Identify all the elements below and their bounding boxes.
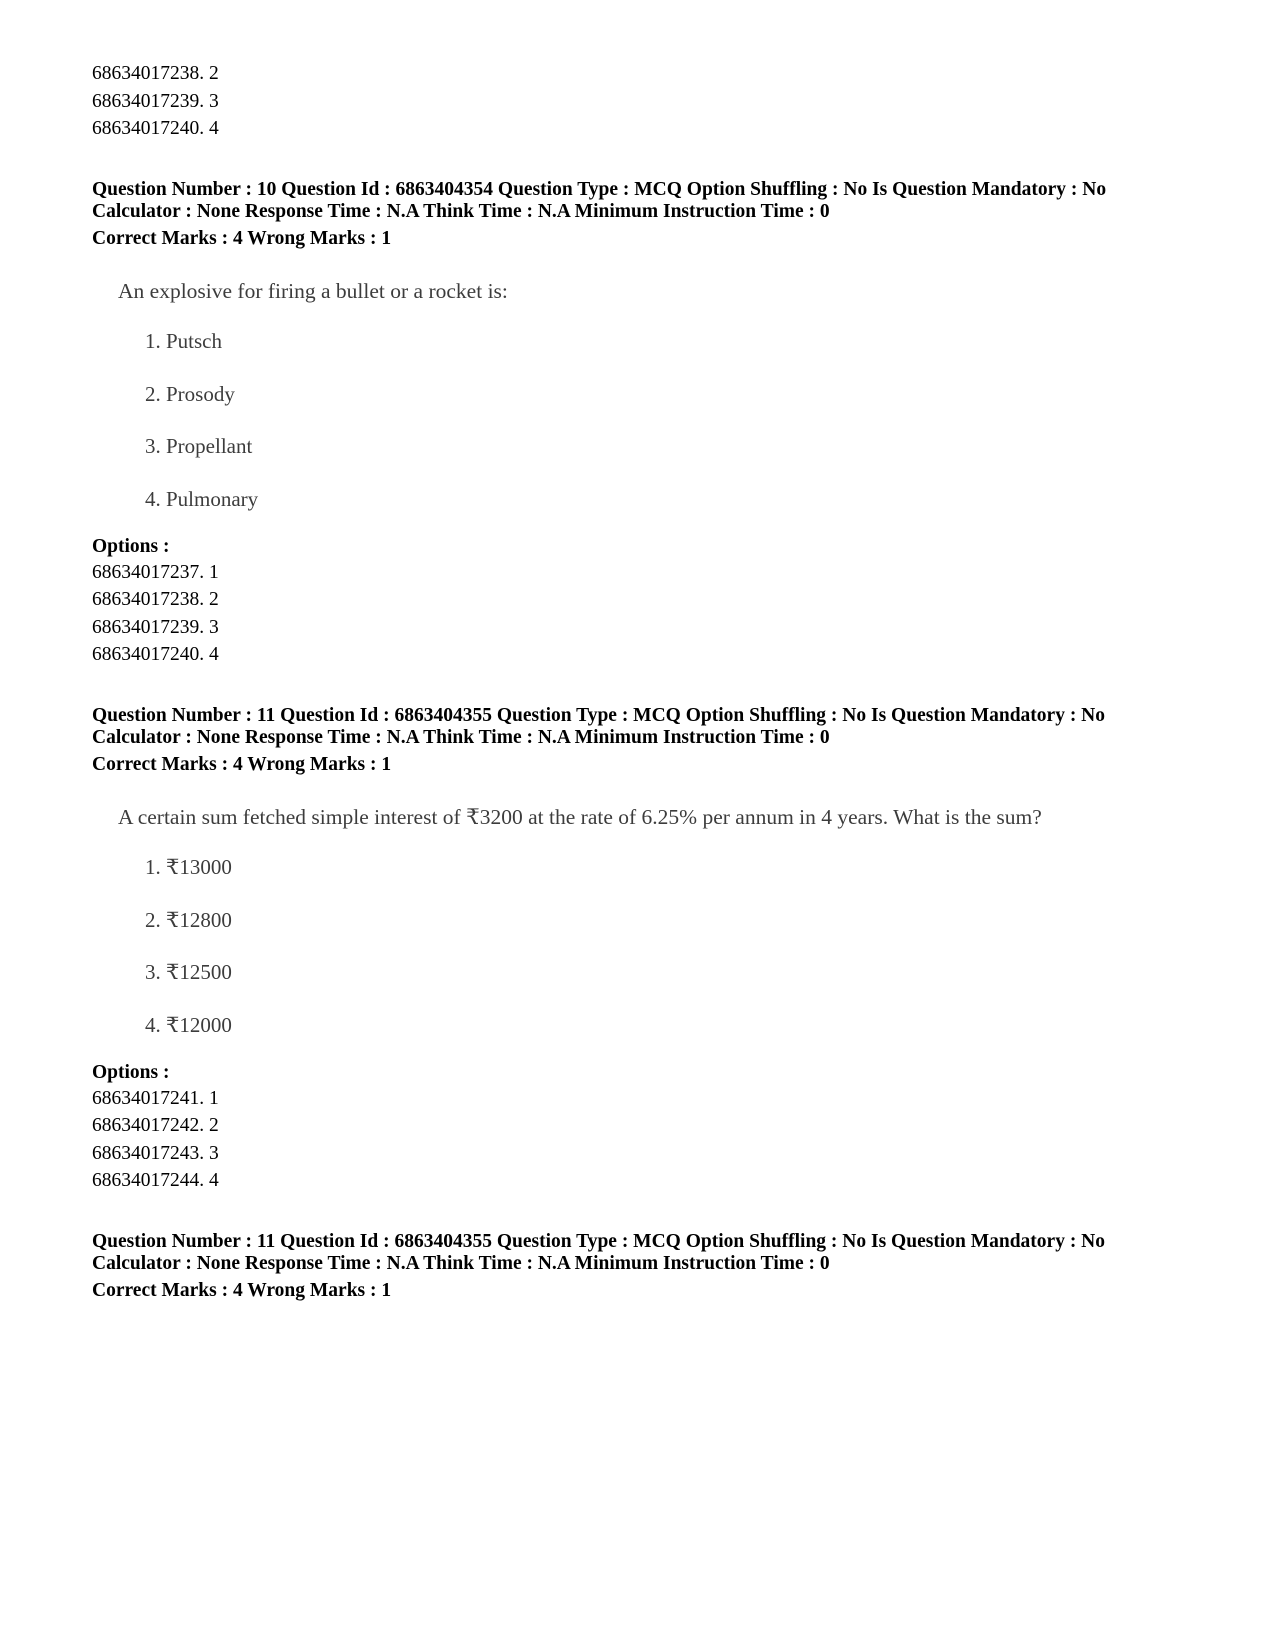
option-ids bbox=[92, 1085, 1232, 1195]
question-meta-line: Calculator : None Response Time : N.A Think Time : N.A Minimum Instruction Time : 0 bbox=[92, 727, 830, 748]
previous-question-options bbox=[92, 60, 1232, 143]
question-marks: Correct Marks : 4 Wrong Marks : 1 bbox=[92, 753, 392, 775]
question-meta bbox=[92, 705, 1232, 750]
answer-choice: 1. Putsch bbox=[145, 329, 223, 353]
answer-choice: 1. ₹13000 bbox=[145, 855, 232, 879]
question-meta-line: Calculator : None Response Time : N.A Think Time : N.A Minimum Instruction Time : 0 bbox=[92, 201, 830, 222]
option-line: 68634017239. 3 bbox=[92, 90, 219, 112]
answer-choice: 2. Prosody bbox=[145, 381, 235, 406]
question-block bbox=[92, 179, 1232, 669]
document-page bbox=[92, 60, 1232, 1302]
options-label: Options : bbox=[92, 1061, 170, 1083]
question-block bbox=[92, 1231, 1232, 1303]
option-line: 68634017243. 3 bbox=[92, 1142, 219, 1164]
answer-choice: 3. Propellant bbox=[145, 434, 253, 458]
question-stem: An explosive for firing a bullet or a rocket is: bbox=[118, 279, 508, 303]
question-meta-line: Question Number : 11 Question Id : 6863404355 Question Type : MCQ Option Shuffling : No Is Question Mandatory : No bbox=[92, 704, 1106, 726]
answer-choices bbox=[145, 327, 1232, 513]
question-meta bbox=[92, 1231, 1232, 1276]
question-block bbox=[92, 705, 1232, 1195]
option-line: 68634017240. 4 bbox=[92, 644, 219, 665]
option-line: 68634017237. 1 bbox=[92, 561, 219, 583]
option-line: 68634017238. 2 bbox=[92, 63, 219, 84]
question-marks: Correct Marks : 4 Wrong Marks : 1 bbox=[92, 1279, 392, 1301]
question-meta-line: Calculator : None Response Time : N.A Think Time : N.A Minimum Instruction Time : 0 bbox=[92, 1253, 830, 1274]
answer-choices bbox=[145, 853, 1232, 1039]
question-meta-line: Question Number : 11 Question Id : 6863404355 Question Type : MCQ Option Shuffling : No Is Question Mandatory : No bbox=[92, 1230, 1106, 1252]
option-line: 68634017244. 4 bbox=[92, 1170, 219, 1191]
question-stem: A certain sum fetched simple interest of ₹3200 at the rate of 6.25% per annum in 4 years. What is the sum? bbox=[118, 805, 1042, 829]
answer-choice: 4. ₹12000 bbox=[145, 1012, 232, 1037]
question-meta bbox=[92, 179, 1232, 224]
answer-choice: 3. ₹12500 bbox=[145, 960, 232, 984]
option-line: 68634017242. 2 bbox=[92, 1115, 219, 1136]
question-marks: Correct Marks : 4 Wrong Marks : 1 bbox=[92, 227, 392, 249]
options-label: Options : bbox=[92, 535, 170, 557]
answer-choice: 4. Pulmonary bbox=[145, 486, 259, 511]
answer-choice: 2. ₹12800 bbox=[145, 907, 232, 932]
option-line: 68634017240. 4 bbox=[92, 118, 219, 139]
question-meta-line: Question Number : 10 Question Id : 6863404354 Question Type : MCQ Option Shuffling : No Is Question Mandatory : No bbox=[92, 178, 1107, 200]
option-line: 68634017239. 3 bbox=[92, 616, 219, 638]
option-line: 68634017238. 2 bbox=[92, 589, 219, 610]
option-line: 68634017241. 1 bbox=[92, 1087, 219, 1109]
option-ids bbox=[92, 559, 1232, 669]
